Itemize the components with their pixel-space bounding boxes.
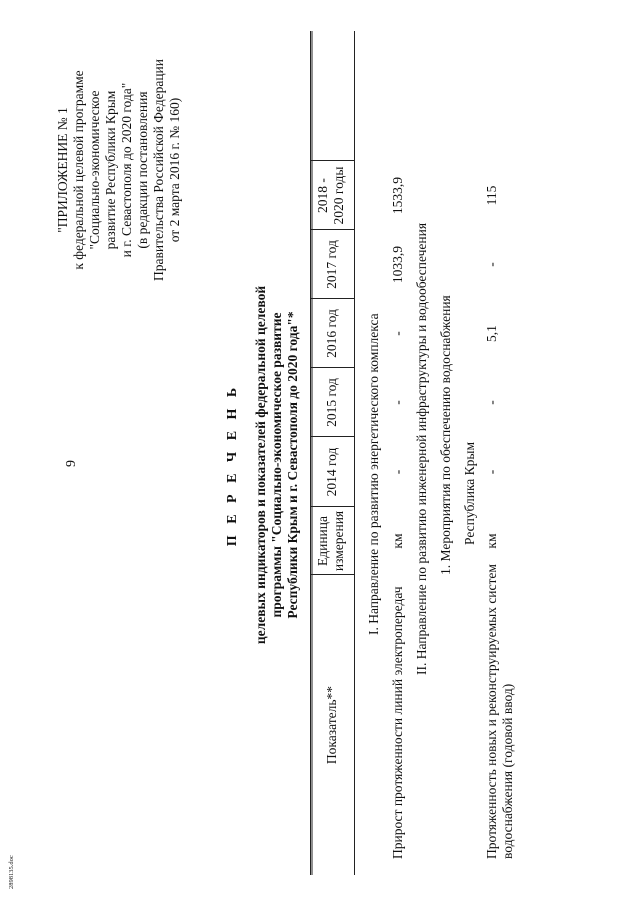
region-crimea: Республика Крым [462,441,477,545]
appendix-line: и г. Севастополя до 2020 года" [119,82,134,258]
document-file-reference: 2898135.doc [8,855,15,889]
header-unit-line2: измерения [331,510,346,572]
appendix-line: "Социально-экономическое [87,90,102,250]
header-year-2014: 2014 год [324,447,339,497]
row-water-systems-indicator-line1: Протяженность новых и реконструируемых систем [484,564,499,859]
row-power-lines-2015: - [390,400,405,405]
row-power-lines-2014: - [390,469,405,475]
row-power-lines-2017: 1033,9 [390,245,405,284]
header-year-2017: 2017 год [324,240,339,289]
row-water-systems-2017: - [484,262,499,267]
header-years-2018-2020-line2: 2020 годы [331,166,346,225]
section-energy: I. Направление по развитию энергетического комплекса [366,313,381,635]
row-water-systems-2018-2020: 115 [484,185,499,206]
header-year-2015: 2015 год [324,378,339,427]
appendix-line: Правительства Российской Федерации [151,59,166,281]
row-water-systems-2016: 5,1 [484,325,499,342]
row-power-lines-2018-2020: 1533,9 [390,176,405,215]
header-years-2018-2020-line1: 2018 - [315,178,330,213]
row-water-systems-unit: км [484,533,499,549]
row-power-lines-unit: км [390,533,405,549]
row-water-systems-2014: - [484,469,499,475]
indicators-table [310,31,640,875]
document-title [225,205,301,725]
page-number: 9 [64,460,79,467]
title-line: целевых индикаторов и показателей федеральной целевой [253,285,268,645]
row-power-lines-2016: - [390,331,405,336]
title-heading: П Е Р Е Ч Е Н Ь [225,383,240,547]
appendix-line: развитие Республики Крым [103,90,118,250]
appendix-line: (в редакции постановления [135,91,150,249]
appendix-line: "ПРИЛОЖЕНИЕ № 1 [55,107,70,233]
appendix-line: к федеральной целевой программе [71,70,86,270]
title-line: программы "Социально-экономическое развитие [269,312,284,618]
row-water-systems-indicator-line2: водоснабжения (годовой ввод) [500,683,515,859]
header-indicator: Показатель** [324,685,339,765]
row-water-systems-2015: - [484,400,499,405]
row-power-lines-indicator: Прирост протяженности линий электропередач [390,586,405,859]
subsection-water-supply: 1. Мероприятия по обеспечению водоснабжения [438,295,453,575]
appendix-line: от 2 марта 2016 г. № 160) [167,97,182,243]
section-engineering-infrastructure: II. Направление по развитию инженерной инфраструктуры и водообеспечения [414,222,429,675]
title-line: Республики Крым и г. Севастополя до 2020 года"* [285,311,300,619]
header-unit-line1: Единица [315,516,330,567]
header-year-2016: 2016 год [324,309,339,358]
appendix-header [55,40,183,300]
